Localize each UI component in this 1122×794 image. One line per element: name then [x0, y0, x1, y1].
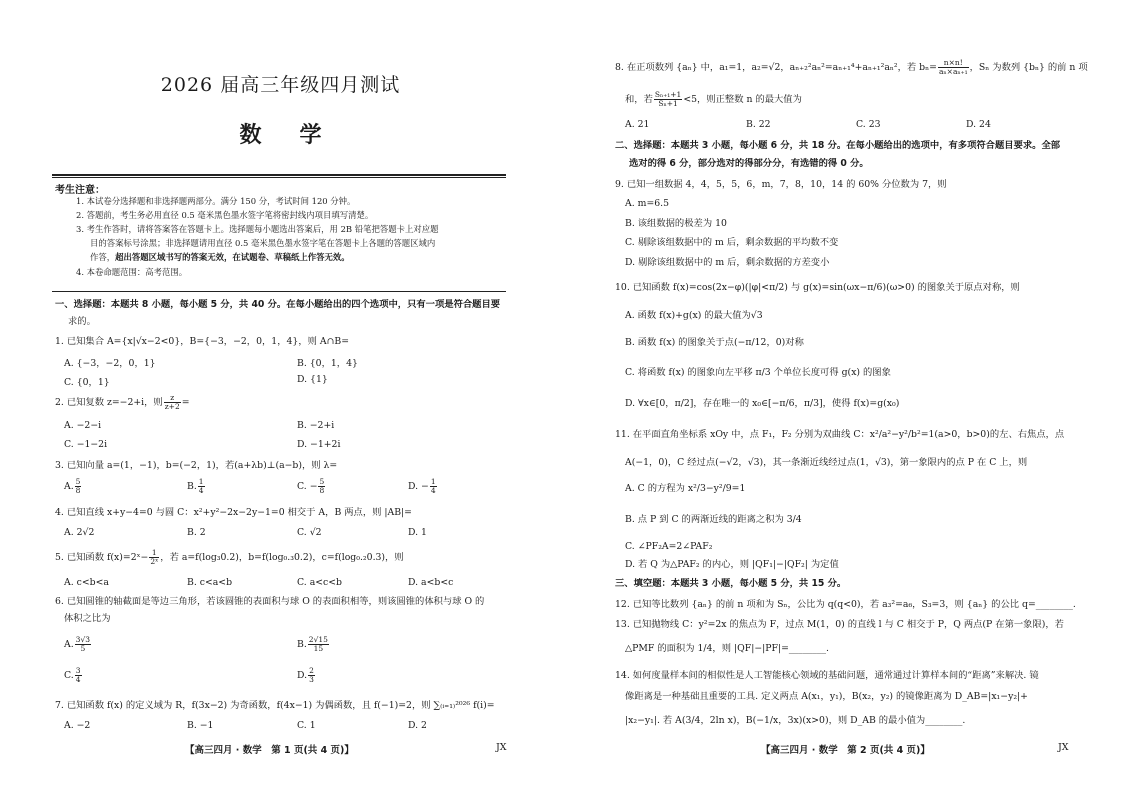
question-6-option-d: D. $\frac{2}{3}$ [297, 666, 314, 684]
question-13-stem-cont: △PMF 的面积为 1/4，则 |QF|−|PF|=________. [625, 643, 830, 654]
question-8-stem: 8. 在正项数列 {aₙ} 中，a₁=1，a₂=√2，aₙ₊₂²aₙ²=aₙ₊₁⁴+aₙ₊₁²aₙ²，若 bₙ= $\frac{n\times n!}{\text{aₙ×aₙ₊₁}}$ ，Sₙ 为数列 {bₙ} 的前 n 项 [615, 58, 1088, 76]
question-5-option-b: B. c<a<b [187, 577, 233, 588]
question-4-option-d: D. 1 [408, 527, 427, 538]
question-6-stem-cont: 体积之比为 [64, 613, 111, 624]
question-6-option-a: A. $\frac{3√3}{5}$ [64, 635, 90, 653]
question-8-stem-cont: 和，若 $\frac{\text{Sₙ₊₁+1}}{\text{Sₙ+1}}$ <5，则正整数 n 的最大值为 [625, 90, 802, 108]
question-3-option-b: B. $\frac{1}{4}$ [187, 477, 204, 495]
question-2-option-b: B. −2+i [297, 420, 335, 431]
question-12-stem: 12. 已知等比数列 {aₙ} 的前 n 项和为 Sₙ，公比为 q(q<0)，若 a₃²=a₆，S₃=3，则 {aₙ} 的公比 q=________. [615, 599, 1076, 610]
question-14-stem: 14. 如何度量样本间的相似性是人工智能核心领域的基础问题，通常通过计算样本间的“距离”来解决. 镜 [615, 670, 1039, 681]
question-7-option-a: A. −2 [64, 720, 91, 731]
question-7-option-c: C. 1 [297, 720, 316, 731]
notice-item: 作答，超出答题区域书写的答案无效，在试题卷、草稿纸上作答无效。 [90, 252, 350, 262]
question-6-stem: 6. 已知圆锥的轴截面是等边三角形，若该圆锥的表面积与球 O 的表面积相等，则该圆锥的体积与球 O 的 [55, 596, 485, 607]
exam-title: 2026 届高三年级四月测试 [160, 74, 401, 96]
question-2-option-a: A. −2−i [64, 420, 102, 431]
question-9-option-d: D. 剔除该组数据中的 m 后，剩余数据的方差变小 [625, 257, 830, 268]
section-heading-cont: 选对的得 6 分，部分选对的得部分分，有选错的得 0 分。 [629, 158, 869, 169]
question-2-option-c: C. −1−2i [64, 439, 108, 450]
question-7-option-b: B. −1 [187, 720, 214, 731]
question-1-option-d: D. {1} [297, 374, 328, 385]
question-6-option-c: C. $\frac{3}{4}$ [64, 666, 81, 684]
question-10-stem: 10. 已知函数 f(x)=cos(2x−φ)(|φ|<π/2) 与 g(x)=sin(ωx−π/6)(ω>0) 的图象关于原点对称，则 [615, 282, 1020, 293]
question-7-stem: 7. 已知函数 f(x) 的定义域为 R，f(3x−2) 为奇函数，f(4x−1) 为偶函数，且 f(−1)=2，则 ∑₍ᵢ₌₁₎²⁰²⁶ f(i)= [55, 700, 495, 711]
question-9-option-b: B. 该组数据的极差为 10 [625, 218, 727, 229]
page-code: JX [496, 742, 507, 753]
section-heading: 二、选择题：本题共 3 小题，每小题 6 分，共 18 分。在每小题给出的选项中，有多项符合题目要求。全部 [615, 140, 1061, 151]
notice-item: 4. 本卷命题范围：高考范围。 [76, 267, 188, 277]
question-1-option-c: C. {0，1} [64, 377, 110, 388]
page-code: JX [1058, 742, 1069, 753]
question-8-option-b: B. 22 [746, 119, 771, 130]
question-5-stem: 5. 已知函数 f(x)=2ˣ− $\frac{1}{\text{2ˣ}}$ ，若 a=f(log₃0.2)，b=f(log₀.₃0.2)，c=f(log₀.₂0.3)，则 [55, 548, 404, 566]
question-10-option-b: B. 函数 f(x) 的图象关于点(−π/12，0)对称 [625, 337, 804, 348]
question-14-stem-cont: |x₂−y₁|. 若 A(3/4，2ln x)，B(−1/x，3x)(x>0)，则 D_AB 的最小值为________. [625, 715, 966, 726]
section-heading-cont: 求的。 [68, 316, 96, 327]
notice-item: 3. 考生作答时，请将答案答在答题卡上。选择题每小题选出答案后，用 2B 铅笔把答题卡上对应题 [76, 224, 439, 234]
question-4-option-a: A. 2√2 [64, 527, 95, 538]
question-11-option-b: B. 点 P 到 C 的两渐近线的距离之积为 3/4 [625, 514, 802, 525]
question-9-option-c: C. 剔除该组数据中的 m 后，剩余数据的平均数不变 [625, 237, 839, 248]
question-10-option-a: A. 函数 f(x)+g(x) 的最大值为√3 [625, 310, 763, 321]
question-5-option-a: A. c<b<a [64, 577, 109, 588]
question-4-stem: 4. 已知直线 x+y−4=0 与圆 C：x²+y²−2x−2y−1=0 相交于 A，B 两点，则 |AB|= [55, 507, 412, 518]
question-1-option-b: B. {0，1，4} [297, 358, 358, 369]
question-6-option-b: B. $\frac{2√15}{15}$ [297, 635, 328, 653]
question-11-option-a: A. C 的方程为 x²/3−y²/9=1 [625, 483, 746, 494]
notice-warning: 超出答题区域书写的答案无效，在试题卷、草稿纸上作答无效。 [115, 252, 350, 262]
question-3-stem: 3. 已知向量 a=(1，−1)，b=(−2，1)，若(a+λb)⊥(a−b)，则 λ= [55, 460, 338, 471]
notice-heading: 考生注意： [55, 185, 105, 196]
question-2-option-d: D. −1+2i [297, 439, 341, 450]
question-1-option-a: A. {−3，−2，0，1} [64, 358, 156, 369]
question-10-option-d: D. ∀x∈[0，π/2]，存在唯一的 x₀∈[−π/6，π/3]，使得 f(x)=g(x₀) [625, 398, 900, 409]
question-4-option-c: C. √2 [297, 527, 322, 538]
question-4-option-b: B. 2 [187, 527, 206, 538]
question-1-stem: 1. 已知集合 A={x|√x−2<0}，B={−3，−2，0，1，4}，则 A∩B= [55, 336, 350, 347]
question-11-stem: 11. 在平面直角坐标系 xOy 中，点 F₁，F₂ 分别为双曲线 C：x²/a²−y²/b²=1(a>0，b>0)的左、右焦点，点 [615, 429, 1065, 440]
notice-item: 2. 答题前，考生务必用直径 0.5 毫米黑色墨水签字笔将密封线内项目填写清楚。 [76, 210, 374, 220]
question-11-option-d: D. 若 Q 为△PAF₂ 的内心，则 |QF₁|−|QF₂| 为定值 [625, 559, 839, 570]
divider [52, 174, 506, 176]
notice-item: 1. 本试卷分选择题和非选择题两部分。满分 150 分，考试时间 120 分钟。 [76, 196, 356, 206]
subject-title: 数学 [239, 123, 360, 148]
notice-item: 目的答案标号涂黑；非选择题请用直径 0.5 毫米黑色墨水签字笔在答题卡上各题的答题区域内 [90, 238, 436, 248]
question-7-option-d: D. 2 [408, 720, 427, 731]
question-9-option-a: A. m=6.5 [625, 198, 670, 209]
question-10-option-c: C. 将函数 f(x) 的图象向左平移 π/3 个单位长度可得 g(x) 的图象 [625, 367, 891, 378]
divider [52, 177, 506, 178]
question-11-stem-cont: A(−1，0)，C 经过点(−√2，√3)，其一条渐近线经过点(1，√3)，第一象限内的点 P 在 C 上，则 [625, 457, 1028, 468]
section-heading: 一、选择题：本题共 8 小题，每小题 5 分，共 40 分。在每小题给出的四个选项中，只有一项是符合题目要 [55, 299, 501, 310]
divider [52, 291, 506, 292]
question-2-stem: 2. 已知复数 z=−2+i，则 $\frac{z}{z+2}$ = [55, 393, 190, 411]
question-5-option-c: C. a<c<b [297, 577, 342, 588]
question-8-option-d: D. 24 [966, 119, 991, 130]
question-14-stem-cont: 像距离是一种基础且重要的工具. 定义两点 A(x₁，y₁)，B(x₂，y₂) 的镜像距离为 D_AB=|x₁−y₂|+ [625, 691, 1028, 702]
question-8-option-a: A. 21 [625, 119, 650, 130]
question-11-option-c: C. ∠PF₂A=2∠PAF₂ [625, 541, 713, 552]
question-8-option-c: C. 23 [856, 119, 881, 130]
question-3-option-c: C. − $\frac{5}{8}$ [297, 477, 325, 495]
exam-page-2 [561, 0, 1122, 794]
section-heading: 三、填空题：本题共 3 小题，每小题 5 分，共 15 分。 [615, 578, 847, 589]
question-9-stem: 9. 已知一组数据 4，4，5，5，6，m，7，8，10，14 的 60% 分位数为 7，则 [615, 179, 947, 190]
page-footer: 【高三四月 · 数学 第 1 页(共 4 页)】 [185, 745, 354, 756]
question-3-option-a: A. $\frac{5}{8}$ [64, 477, 81, 495]
question-13-stem: 13. 已知抛物线 C：y²=2x 的焦点为 F，过点 M(1，0) 的直线 l 与 C 相交于 P，Q 两点(P 在第一象限)，若 [615, 619, 1064, 630]
page-footer: 【高三四月 · 数学 第 2 页(共 4 页)】 [761, 745, 930, 756]
question-3-option-d: D. − $\frac{1}{4}$ [408, 477, 436, 495]
question-5-option-d: D. a<b<c [408, 577, 454, 588]
